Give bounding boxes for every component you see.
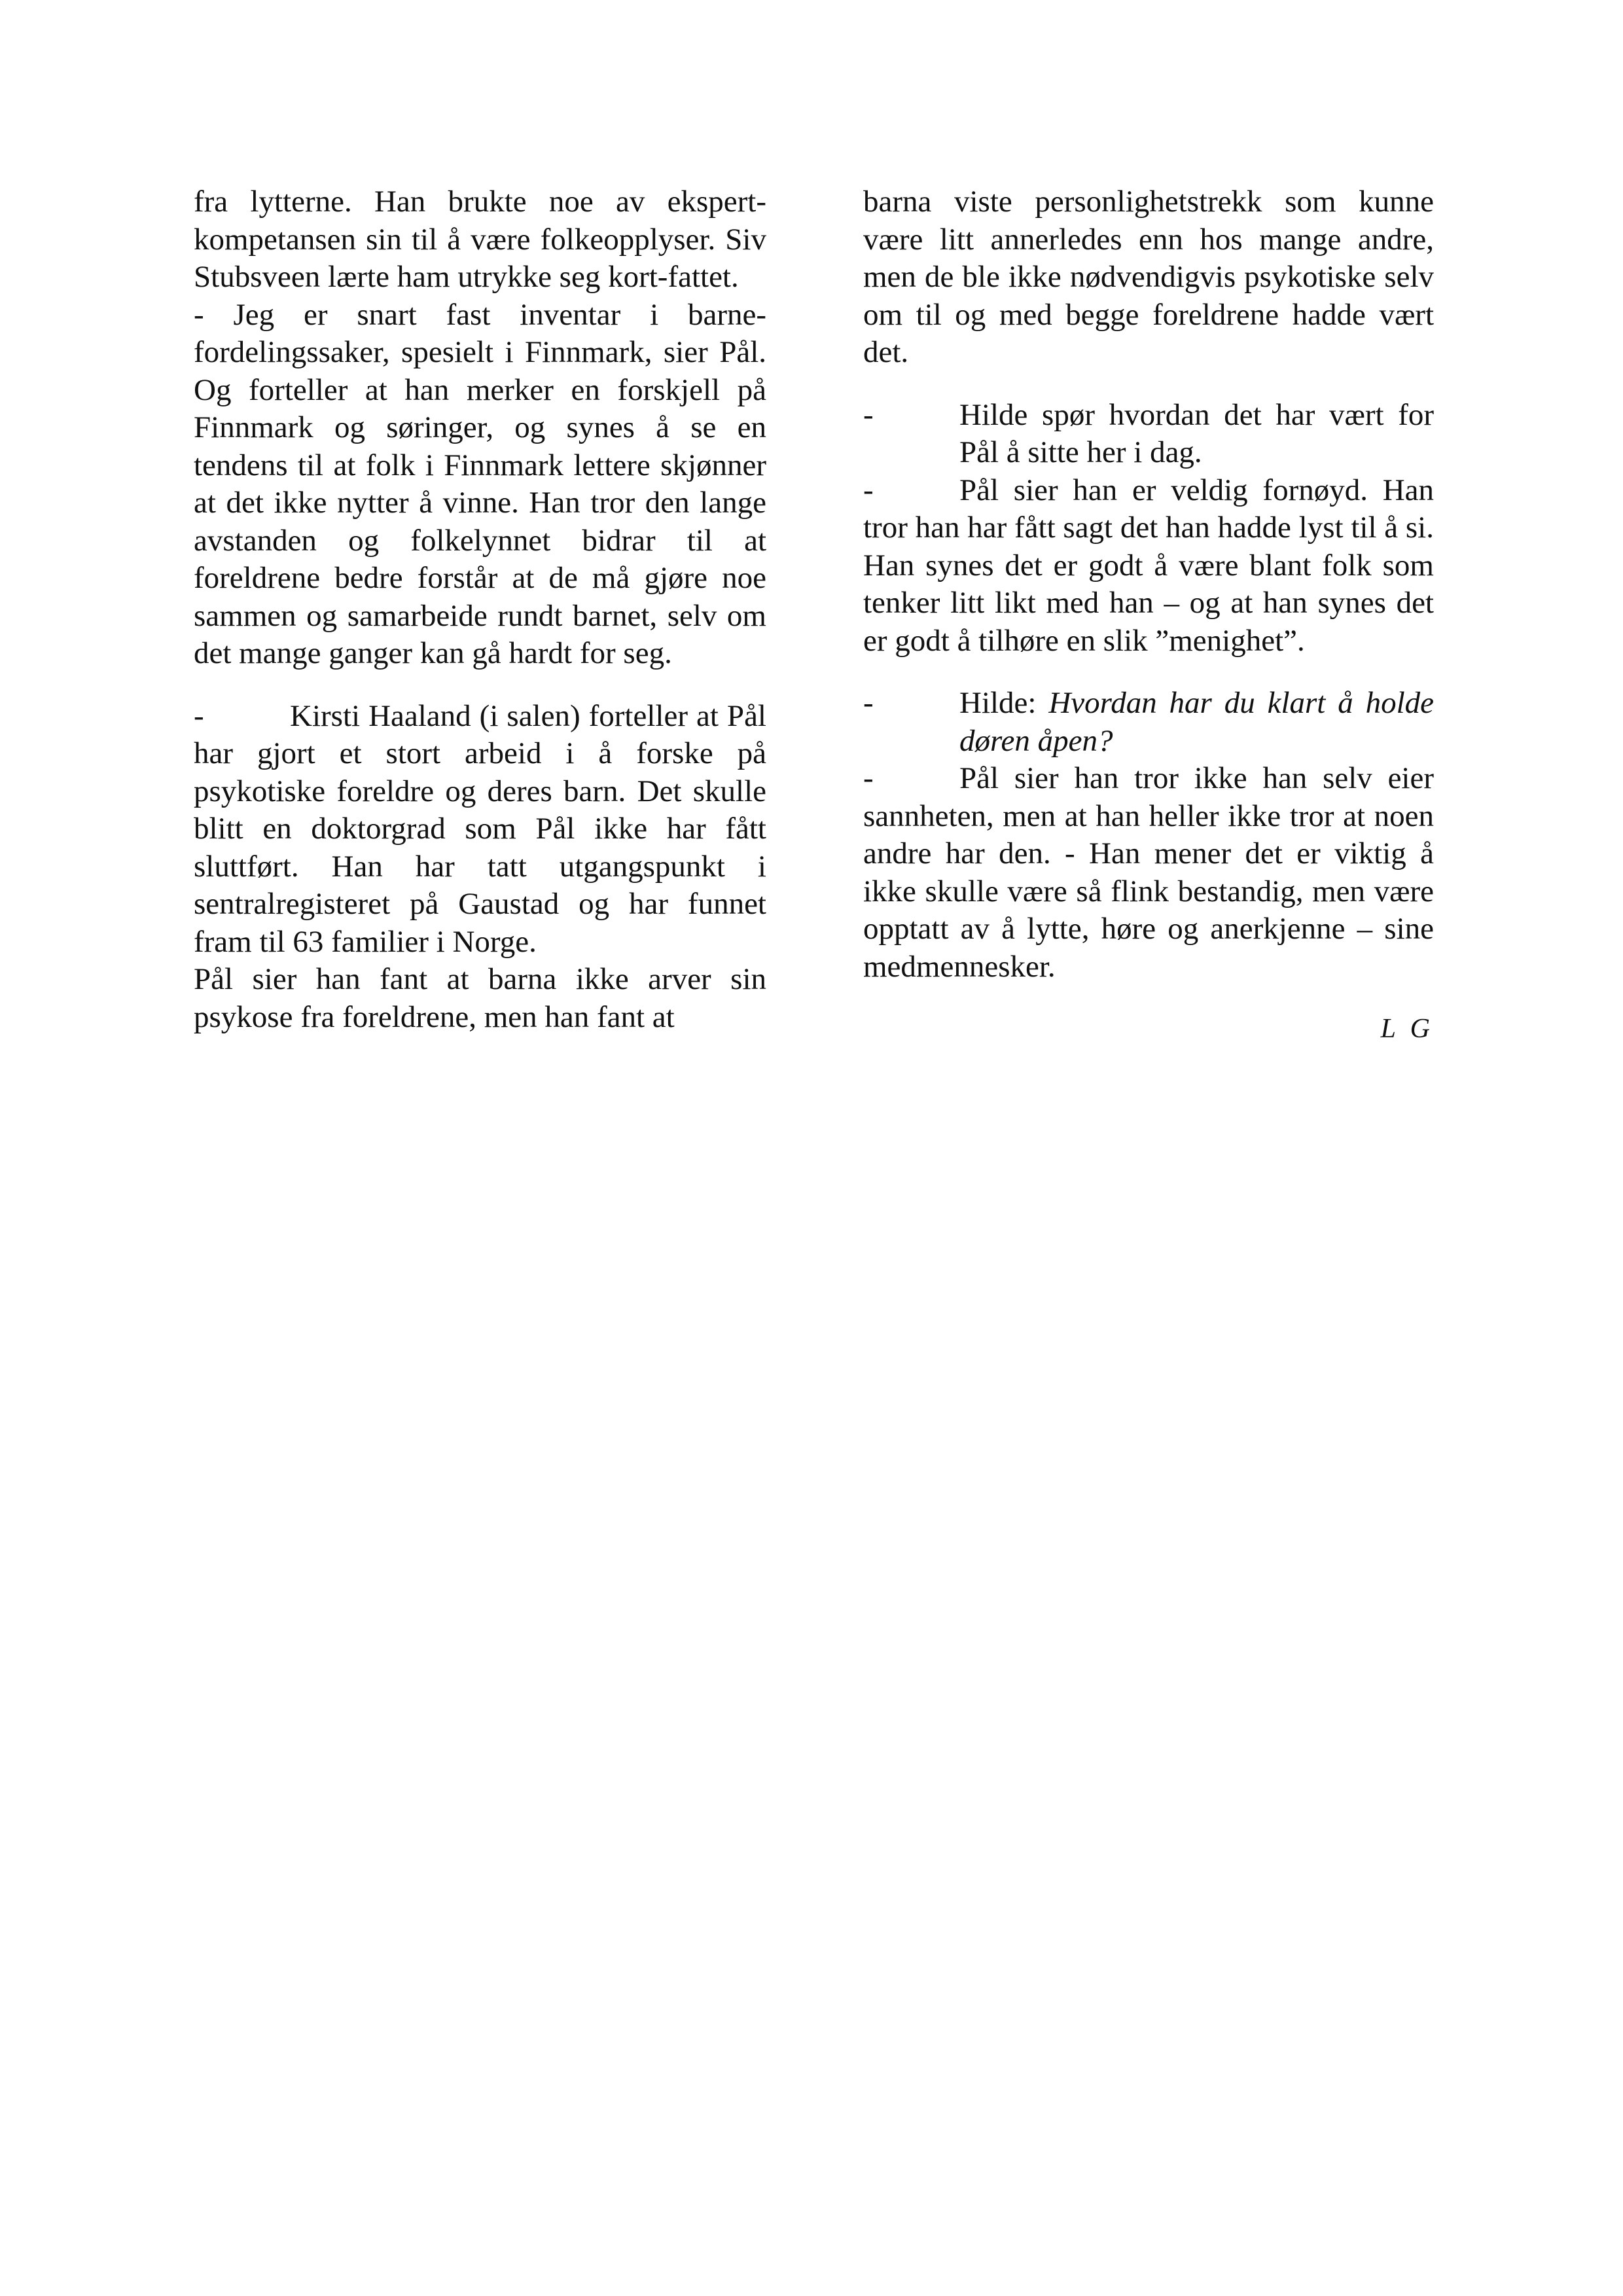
- right-paragraph-2-text: Pål sier han er veldig fornøyd. Han tror han har fått sagt det han hadde lyst til å si. Han synes det er godt å være blant folk som tenker litt likt med han – og at han synes det er godt å tilhøre en slik ”menighet”.: [863, 473, 1434, 658]
- right-item-1: [863, 397, 1434, 472]
- right-column: [863, 183, 1434, 1049]
- dash-marker: -: [863, 761, 874, 795]
- dash-marker: -: [863, 686, 874, 720]
- left-paragraph-4: Pål sier han fant at barna ikke arver sin psykose fra foreldrene, men han fant at: [194, 962, 766, 1034]
- dash-marker: -: [863, 473, 874, 507]
- author-signature: L G: [1380, 1014, 1434, 1044]
- right-paragraph-1: barna viste personlighetstrekk som kunne være litt annerledes enn hos mange andre, men de ble ikke nødvendigvis psykotiske selv om til og med begge foreldrene hadde vært det.: [863, 185, 1434, 369]
- left-column: [194, 183, 766, 1036]
- right-paragraph-3-text: Pål sier han tror ikke han selv eier sannheten, men at han heller ikke tror at noen andre har den. - Han mener det er viktig å ikke skulle være så flink bestandig, men være opptatt av å lytte, høre og anerkjenne – sine medmennesker.: [863, 761, 1434, 984]
- right-item-2-prefix: Hilde:: [959, 686, 1049, 720]
- left-paragraph-2: - Jeg er snart fast inventar i barne-fordelingssaker, spesielt i Finnmark, sier Pål. Og forteller at han merker en forskjell på Finnmark og søringer, og synes å se en tendens til at folk i Finnmark lettere skjønner at det ikke nytter å vinne. Han tror den lange avstanden og folkelynnet bidrar til at foreldrene bedre forstår at de må gjøre noe sammen og samarbeide rundt barnet, selv om det mange ganger kan gå hardt for seg.: [194, 297, 766, 670]
- dash-marker: -: [863, 397, 874, 432]
- right-paragraph-2: [863, 472, 1434, 660]
- left-paragraph-3: [194, 698, 766, 961]
- right-item-2: [863, 685, 1434, 760]
- left-paragraph-1: fra lytterne. Han brukte noe av ekspert-kompetansen sin til å være folkeopplyser. Siv Stubsveen lærte ham utrykke seg kort-fattet.: [194, 185, 766, 294]
- right-item-2-question: Hvordan har du klart å holde døren åpen?: [959, 686, 1434, 758]
- right-item-1-text: Hilde spør hvordan det har vært for Pål å sitte her i dag.: [959, 397, 1434, 469]
- left-paragraph-3-text: Kirsti Haaland (i salen) forteller at Pål har gjort et stort arbeid i å forske på psykotiske foreldre og deres barn. Det skulle blitt en doktorgrad som Pål ikke har fått sluttført. Han har tatt utgangspunkt i sentralregisteret på Gaustad og har funnet fram til 63 familier i Norge.: [194, 698, 766, 959]
- dash-marker: -: [194, 698, 204, 733]
- right-paragraph-3: [863, 760, 1434, 986]
